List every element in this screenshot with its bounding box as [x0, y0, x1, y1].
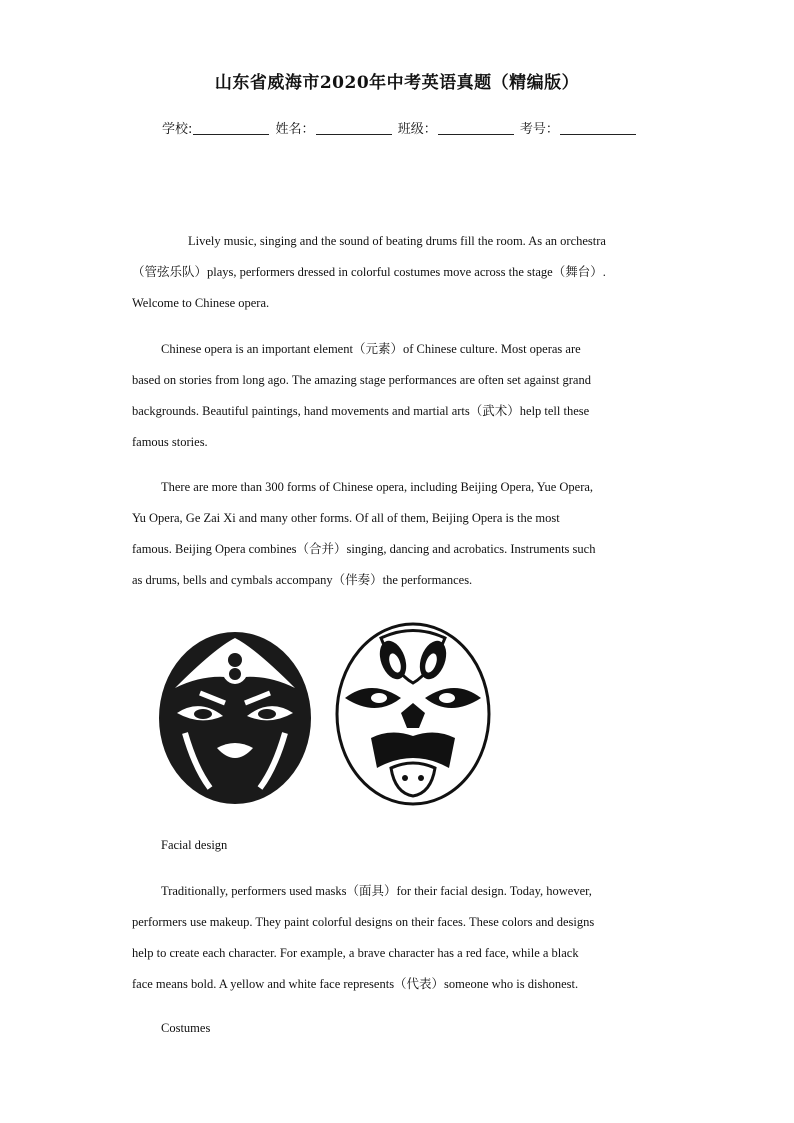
paragraph-line: Lively music, singing and the sound of beating drums fill the room. As an orchestra [188, 234, 606, 248]
paragraph-line: famous. Beijing Opera combines（合并）singing, dancing and acrobatics. Instruments such [132, 542, 596, 556]
paragraph-line: famous stories. [132, 435, 208, 449]
name-blank [316, 121, 392, 135]
paragraph-line: Welcome to Chinese opera. [132, 296, 270, 310]
paragraph-line: Yu Opera, Ge Zai Xi and many other forms. Of all of them, Beijing Opera is the most [132, 511, 560, 525]
paragraph-line: as drums, bells and cymbals accompany（伴奏）the performances. [132, 573, 473, 587]
paragraph-line: backgrounds. Beautiful paintings, hand movements and martial arts（武术）help tell these [132, 404, 590, 418]
paragraph-line: There are more than 300 forms of Chinese opera, including Beijing Opera, Yue Opera, [161, 480, 594, 494]
name-label: 姓名： [275, 122, 315, 137]
exam-number-blank [560, 121, 636, 135]
opera-mask-white-icon [331, 618, 501, 818]
paragraph-line: face means bold. A yellow and white face represents（代表）someone who is dishonest. [132, 977, 579, 991]
opera-masks-figure [155, 618, 495, 818]
exam-number-label: 考号： [519, 122, 559, 137]
student-info-line [162, 118, 638, 137]
class-label: 班级： [397, 122, 437, 137]
paragraph-4 [132, 876, 662, 1000]
paragraph-line: help to create each character. For example, a brave character has a red face, while a black [132, 946, 579, 960]
paragraph-1 [132, 226, 662, 319]
paragraph-line: （管弦乐队）plays, performers dressed in colorful costumes move across the stage（舞台）. [132, 265, 606, 279]
caption-costumes: Costumes [161, 1021, 211, 1035]
paragraph-line: performers use makeup. They paint colorful designs on their faces. These colors and designs [132, 915, 595, 929]
paragraph-line: Traditionally, performers used masks（面具）for their facial design. Today, however, [161, 884, 592, 898]
school-blank [193, 121, 269, 135]
paragraph-line: based on stories from long ago. The amazing stage performances are often set against grand [132, 373, 591, 387]
class-blank [438, 121, 514, 135]
caption-facial-design: Facial design [161, 838, 228, 852]
paragraph-3 [132, 472, 662, 596]
page-title: 山东省威海市2020年中考英语真题（精编版） [214, 73, 580, 93]
paragraph-line: Chinese opera is an important element（元素）of Chinese culture. Most operas are [161, 342, 581, 356]
school-label: 学校: [162, 122, 193, 137]
paragraph-2 [132, 334, 662, 458]
